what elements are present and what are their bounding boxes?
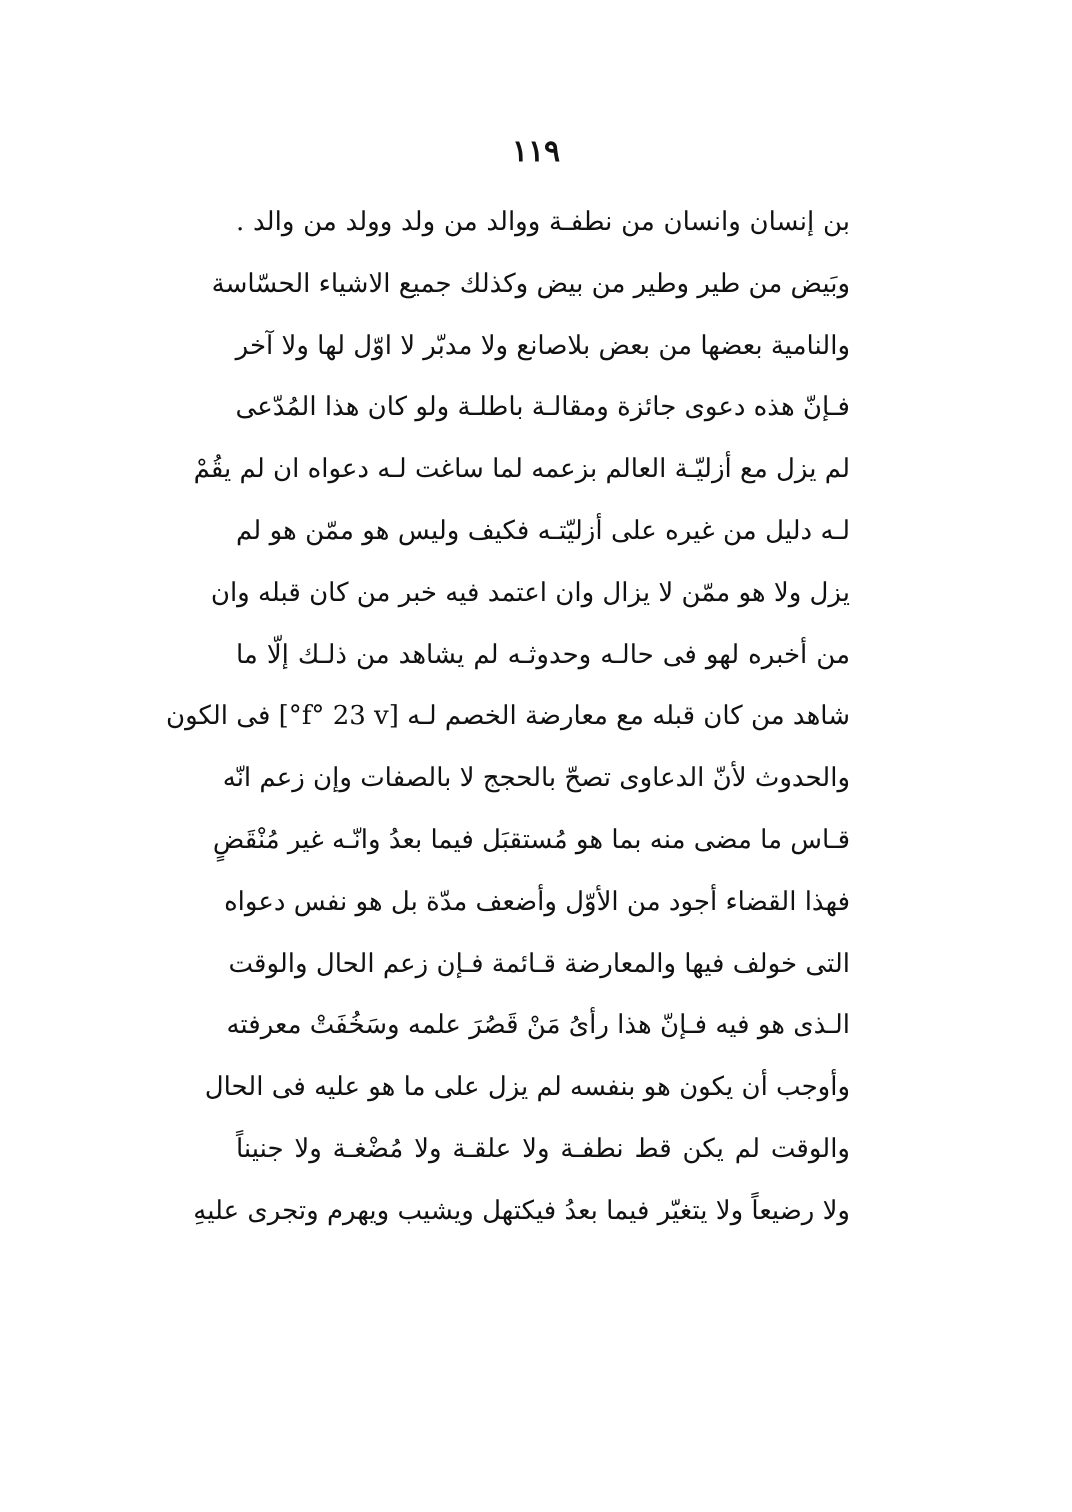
text-line: لم يزل مع أزليّـة العالم بزعمه لما ساغت لـه دعواه ان لم يقُمْ — [193, 454, 850, 485]
text-line: شاهد من كان قبله مع معارضة الخصم لـه [f° 23 v°] فى الكون — [166, 701, 850, 732]
text-line: والوقت لم يكن قط نطفـة ولا علقـة ولا مُضْغـة ولا جنيناً — [236, 1133, 850, 1164]
text-line: قـاس ما مضى منه بما هو مُستقبَل فيما بعدُ وانّـه غير مُنْقَضٍ — [212, 824, 850, 855]
text-line: وأوجب أن يكون هو بنفسه لم يزل على ما هو عليه فى الحال — [204, 1072, 850, 1103]
page-number: ١١٩ — [511, 134, 561, 169]
body-text — [166, 192, 850, 1243]
text-line: لـه دليل من غيره على أزليّتـه فكيف وليس هو ممّن هو لم — [236, 515, 850, 546]
text-line: وبَيض من طير وطير من بيض وكذلك جميع الاشياء الحسّاسة — [211, 268, 850, 299]
text-line: التى خولف فيها والمعارضة قـائمة فـإن زعم الحال والوقت — [228, 948, 850, 979]
text-line: فهذا القضاء أجود من الأوّل وأضعف مدّة بل هو نفس دعواه — [224, 886, 850, 917]
text-line: بن إنسان وانسان من نطفـة ووالد من ولد وولد من والد . — [236, 207, 850, 237]
text-line: والنامية بعضها من بعض بلاصانع ولا مدبّر لا اوّل لها ولا آخر — [235, 330, 850, 361]
text-line: من أخبره لهو فى حالـه وحدوثـه لم يشاهد من ذلـك إلّا ما — [236, 639, 850, 670]
text-line: والحدوث لأنّ الدعاوى تصحّ بالحجج لا بالصفات وإن زعم انّه — [222, 763, 850, 794]
text-line: ولا رضيعاً ولا يتغيّر فيما بعدُ فيكتهل ويشيب ويهرم وتجرى عليهِ — [193, 1195, 850, 1226]
text-line: الـذى هو فيه فـإنّ هذا رأىُ مَنْ قَصُرَ علمه وسَخُفَتْ معرفته — [226, 1010, 850, 1041]
text-line: يزل ولا هو ممّن لا يزال وان اعتمد فيه خبر من كان قبله وان — [210, 577, 850, 608]
text-line: فـإنّ هذه دعوى جائزة ومقالـة باطلـة ولو كان هذا المُدّعى — [235, 392, 850, 423]
